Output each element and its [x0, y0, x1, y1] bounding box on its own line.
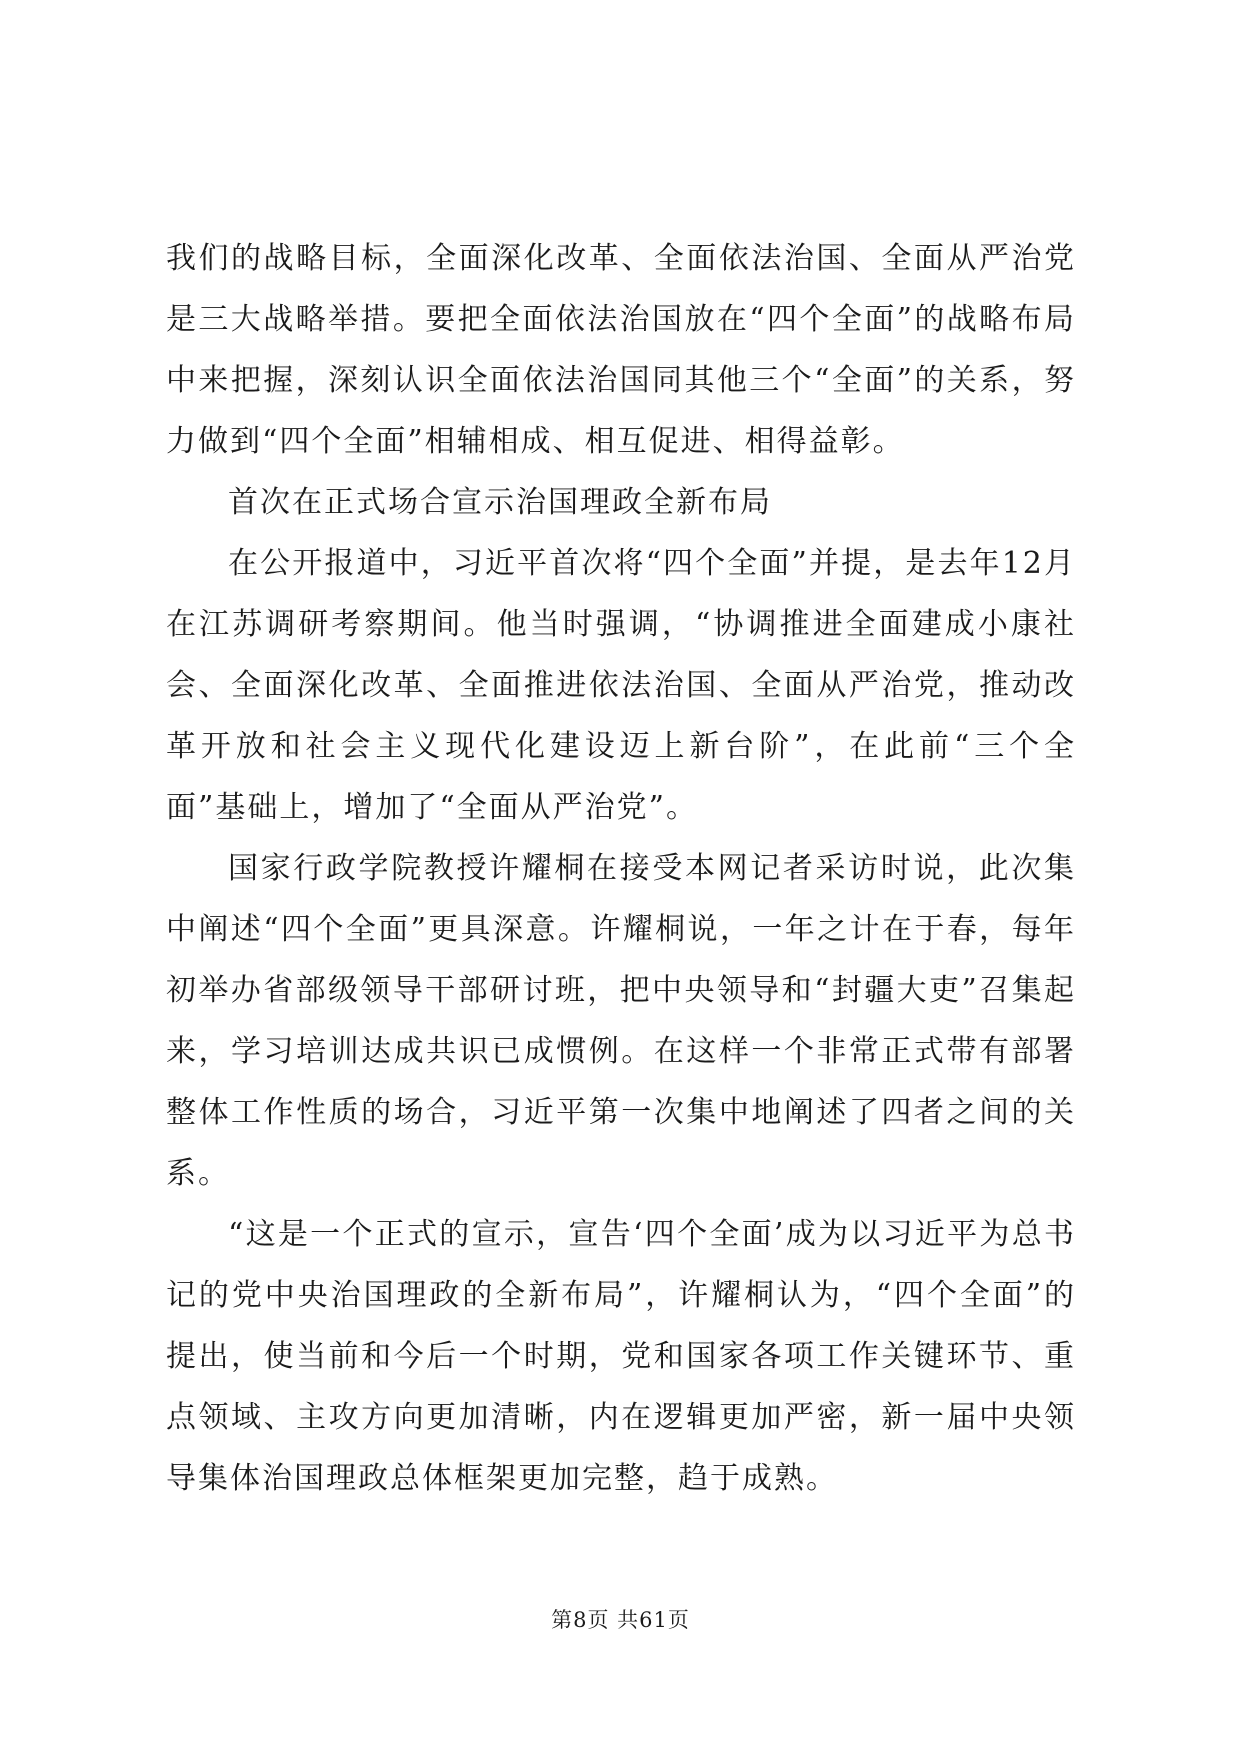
section-heading: 首次在正式场合宣示治国理政全新布局: [228, 485, 772, 520]
paragraph: 在公开报道中，习近平首次将“四个全面”并提，是去年12月在江苏调研考察期间。他当时强调，“协调推进全面建成小康社会、全面深化改革、全面推进依法治国、全面从严治党，推动改革开放和社会主义现代化建设迈上新台阶”，在此前“三个全面”基础上，增加了“全面从严治党”。: [166, 546, 1076, 825]
document-body: [166, 228, 1076, 1509]
paragraph: 国家行政学院教授许耀桐在接受本网记者采访时说，此次集中阐述“四个全面”更具深意。许耀桐说，一年之计在于春，每年初举办省部级领导干部研讨班，把中央领导和“封疆大吏”召集起来，学习培训达成共识已成惯例。在这样一个非常正式带有部署整体工作性质的场合，习近平第一次集中地阐述了四者之间的关系。: [166, 851, 1076, 1191]
paragraph-continuation: 我们的战略目标，全面深化改革、全面依法治国、全面从严治党是三大战略举措。要把全面依法治国放在“四个全面”的战略布局中来把握，深刻认识全面依法治国同其他三个“全面”的关系，努力做到“四个全面”相辅相成、相互促进、相得益彰。: [166, 241, 1076, 459]
paragraph: “这是一个正式的宣示，宣告‘四个全面’成为以习近平为总书记的党中央治国理政的全新布局”，许耀桐认为，“四个全面”的提出，使当前和今后一个时期，党和国家各项工作关键环节、重点领域、主攻方向更加清晰，内在逻辑更加严密，新一届中央领导集体治国理政总体框架更加完整，趋于成熟。: [166, 1217, 1076, 1496]
page-number-footer: 第8页 共61页: [551, 1608, 690, 1632]
